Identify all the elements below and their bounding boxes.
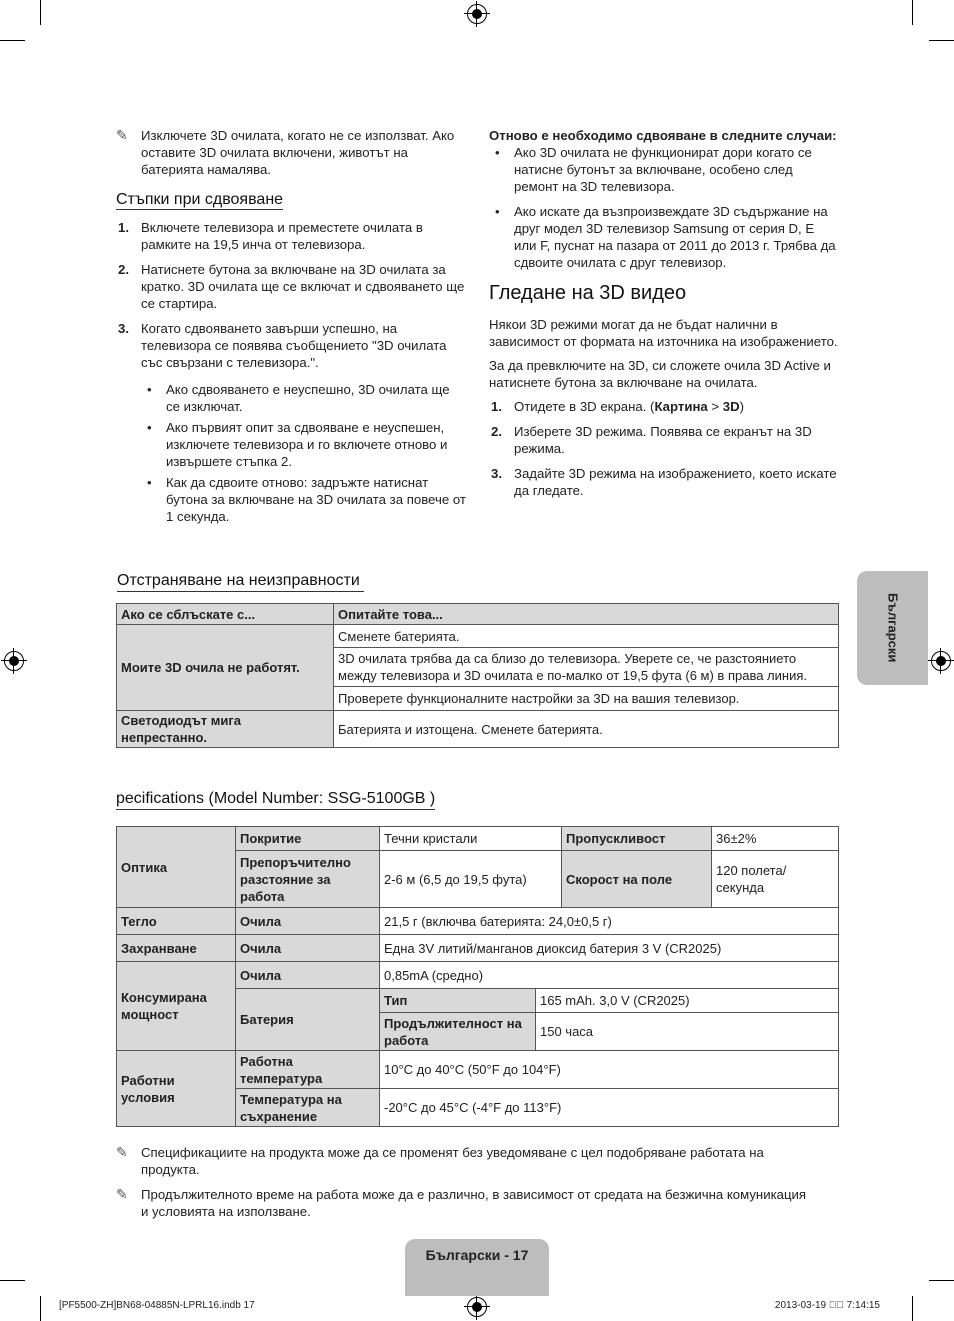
bullet-item: • Ако 3D очилата не функционират дори когато се натисне бутонът за включване, особено след ремонт на 3D телевизора. <box>489 144 839 195</box>
problem-cell: Моите 3D очила не работят. <box>117 625 334 711</box>
spec-category: Тегло <box>117 908 236 935</box>
table-row <box>117 711 839 748</box>
crop-mark <box>912 1296 913 1321</box>
crop-mark <box>40 1296 41 1321</box>
step-item <box>489 398 839 415</box>
spec-label: Очила <box>236 935 380 962</box>
page-number-tab <box>405 1239 549 1296</box>
spec-category: Консумирана мощност <box>117 962 236 1051</box>
spec-label: Продължителност на работа <box>380 1013 536 1051</box>
note <box>116 127 466 178</box>
table-row <box>117 908 839 935</box>
section-title: Гледане на 3D видео <box>489 282 687 304</box>
spec-label: Температура на съхранение <box>236 1089 380 1127</box>
spec-value: 36±2% <box>712 827 839 851</box>
problem-cell: Светодиодът мига непрестанно. <box>117 711 334 748</box>
step-number: 3. <box>491 466 502 481</box>
step-text: Включете телевизора и преместете очилата в рамките на 19,5 инча от телевизора. <box>141 220 423 252</box>
repair-bullets <box>489 144 839 271</box>
pairing-title-wrap <box>116 191 466 210</box>
step-text: ) <box>739 399 745 414</box>
specs-title-wrap <box>116 790 435 810</box>
note-text: Спецификациите на продукта може да се променят без уведомяване с цел подобряване работата на продукта. <box>141 1145 764 1177</box>
pencil-note-icon: ✎ <box>116 1186 128 1202</box>
registration-mark-icon <box>467 1297 487 1317</box>
pairing-bullets <box>116 381 466 525</box>
right-column <box>489 127 839 507</box>
specs-table <box>116 826 839 1127</box>
table-header: Ако се сблъскате с... <box>117 604 334 625</box>
pencil-note-icon: ✎ <box>116 127 128 143</box>
step-text: Задайте 3D режима на изображението, което искате да гледате. <box>514 466 837 498</box>
spec-label: Батерия <box>236 989 380 1051</box>
solution-cell: Сменете батерията. <box>334 625 839 648</box>
spec-value: 120 полета/ секунда <box>712 851 839 908</box>
menu-name: Картина <box>654 399 708 414</box>
specs-title: pecifications (Model Number: SSG-5100GB ) <box>116 790 435 810</box>
step-text: Отидете в 3D екрана. ( <box>514 399 655 414</box>
spec-value: 2-6 м (6,5 до 19,5 фута) <box>380 851 562 908</box>
page-number: Български - 17 <box>425 1247 529 1263</box>
crop-mark <box>912 0 913 25</box>
side-tab-label: Български <box>885 593 901 663</box>
note-text: Изключете 3D очилата, когато не се използват. Ако оставите 3D очилата включени, животът на батерията намалява. <box>141 128 455 177</box>
troubleshoot-title: Отстраняване на неизправности <box>117 572 364 592</box>
table-row <box>117 1051 839 1089</box>
spec-label: Очила <box>236 962 380 989</box>
paragraph: За да превключите на 3D, си сложете очила 3D Active и натиснете бутона за включване на очилата. <box>489 358 831 390</box>
step-item <box>489 423 839 457</box>
footer-file: [PF5500-ZH]BN68-04885N-LPRL16.indb 17 <box>59 1300 255 1311</box>
spec-label: Очила <box>236 908 380 935</box>
note <box>116 1186 816 1220</box>
solution-cell: Батерията и изтощена. Сменете батерията. <box>334 711 839 748</box>
spec-label: Работна температура <box>236 1051 380 1089</box>
spec-label: Пропускливост <box>562 827 712 851</box>
solution-cell: 3D очилата трябва да са близо до телевизора. Уверете се, че разстоянието между телевизора и 3D очилата е по-малко от 19,5 фута (6 м) в права линия. <box>334 648 839 687</box>
menu-separator: > <box>707 399 723 414</box>
step-number: 1. <box>118 220 129 235</box>
note-text: Продължителното време на работа може да е различно, в зависимост от средата на безжична комуникация и условията на използване. <box>141 1187 807 1219</box>
menu-name: 3D <box>722 399 740 414</box>
language-side-tab <box>857 571 928 685</box>
spec-value: 10°C до 40°C (50°F до 104°F) <box>380 1051 839 1089</box>
registration-mark-icon <box>931 651 951 671</box>
bullet-item: • Ако първият опит за сдвояване е неуспешен, изключете телевизора и го включете отново и извършете стъпка 2. <box>141 419 466 470</box>
troubleshoot-table <box>116 603 839 748</box>
spec-category: Работни условия <box>117 1051 236 1127</box>
crop-mark <box>929 40 954 41</box>
spec-category: Захранване <box>117 935 236 962</box>
spec-value: 21,5 г (включва батерията: 24,0±0,5 г) <box>380 908 839 935</box>
spec-value: Течни кристали <box>380 827 562 851</box>
crop-mark <box>0 1280 25 1281</box>
pairing-title: Стъпки при сдвояване <box>116 191 284 208</box>
step-number: 2. <box>118 262 129 277</box>
spec-value: -20°C до 45°C (-4°F до 113°F) <box>380 1089 839 1127</box>
paragraph: Някои 3D режими могат да не бъдат налични в зависимост от формата на източника на изображението. <box>489 317 838 349</box>
spec-value: 150 часа <box>536 1013 839 1051</box>
spec-label: Тип <box>380 989 536 1013</box>
step-item <box>116 219 466 253</box>
footer-date: 2013-03-19 ￿￿ 7:14:15 <box>774 1300 880 1311</box>
spec-value: 165 mAh. 3,0 V (CR2025) <box>536 989 839 1013</box>
troubleshoot-title-wrap <box>117 572 364 592</box>
step-number: 2. <box>491 424 502 439</box>
note <box>116 1144 816 1178</box>
table-header: Опитайте това... <box>334 604 839 625</box>
registration-mark-icon <box>467 4 487 24</box>
bullet-item: • Ако сдвояването е неуспешно, 3D очилата ще се изключат. <box>141 381 466 415</box>
table-row <box>117 827 839 851</box>
pairing-steps <box>116 219 466 371</box>
spec-label: Препоръчително разстояние за работа <box>236 851 380 908</box>
table-row <box>117 625 839 648</box>
step-item <box>116 261 466 312</box>
step-number: 3. <box>118 321 129 336</box>
step-number: 1. <box>491 399 502 414</box>
table-header-row <box>117 604 839 625</box>
bullet-item: • Как да сдвоите отново: задръжте натиснат бутона за включване на 3D очилата за повече от 1 секунда. <box>141 474 466 525</box>
watch-steps <box>489 398 839 499</box>
step-text: Изберете 3D режима. Появява се екранът на 3D режима. <box>514 424 812 456</box>
crop-mark <box>0 40 25 41</box>
step-item <box>116 320 466 371</box>
step-item <box>489 465 839 499</box>
bullet-item: • Ако искате да възпроизвеждате 3D съдържание на друг модел 3D телевизор Samsung от серия D, E или F, пуснат на пазара от 2011 до 2013 г. Трябва да сдвоите очилата с друг телевизор. <box>489 203 839 271</box>
table-row <box>117 962 839 989</box>
solution-cell: Проверете функционалните настройки за 3D на вашия телевизор. <box>334 687 839 711</box>
repair-heading: Отново е необходимо сдвояване в следните случаи: <box>489 128 837 143</box>
notes <box>116 1144 816 1220</box>
spec-category: Оптика <box>117 827 236 908</box>
spec-value: Една 3V литий/манганов диоксид батерия 3 V (CR2025) <box>380 935 839 962</box>
spec-label: Покритие <box>236 827 380 851</box>
spec-label: Скорост на поле <box>562 851 712 908</box>
step-text: Натиснете бутона за включване на 3D очилата за кратко. 3D очилата ще се включат и сдвояването ще се стартира. <box>141 262 465 311</box>
pencil-note-icon: ✎ <box>116 1144 128 1160</box>
crop-mark <box>40 0 41 25</box>
crop-mark <box>929 1280 954 1281</box>
spec-value: 0,85mA (средно) <box>380 962 839 989</box>
left-column <box>116 127 466 529</box>
table-row <box>117 935 839 962</box>
registration-mark-icon <box>4 651 24 671</box>
step-text: Когато сдвояването завърши успешно, на телевизора се появява съобщението "3D очилата със свързани с телевизора.". <box>141 321 447 370</box>
